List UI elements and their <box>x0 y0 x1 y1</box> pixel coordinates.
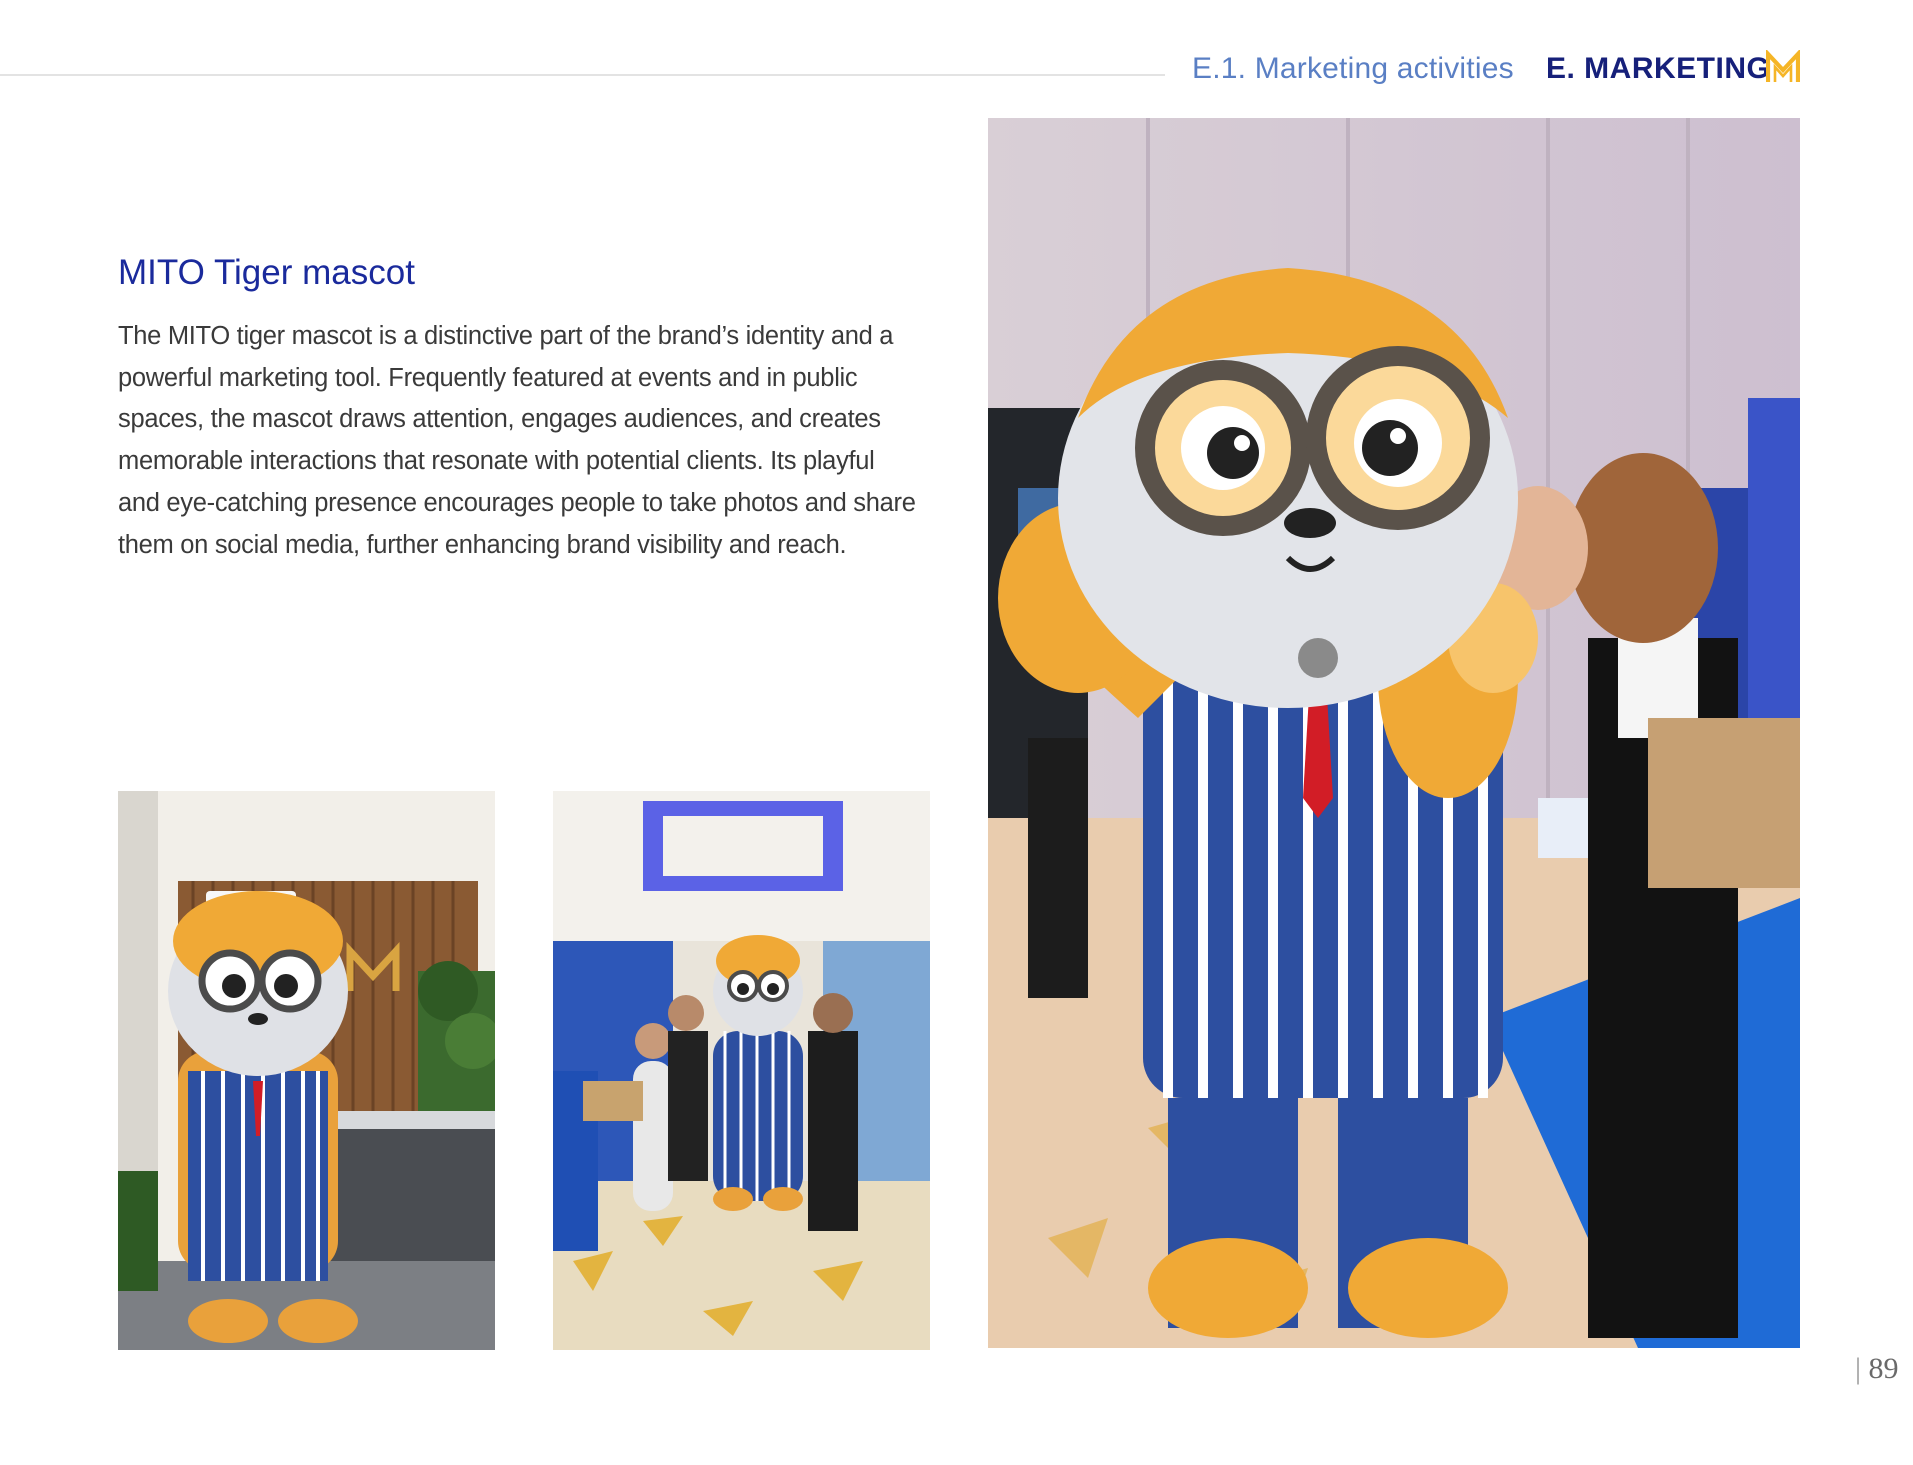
section-title: E. MARKETING <box>1546 52 1771 85</box>
mascot-event-group-photo <box>553 791 930 1350</box>
mito-m-logo-icon <box>1766 50 1800 84</box>
body-paragraph: The MITO tiger mascot is a distinctive part of the brand’s identity and a powerful marketing tool. Frequently featured at events and in public spaces, the mascot draws attention, engages audiences, and creates memorable interactions that resonate with potential clients. Its playful and eye-catching presence encourages people to take photos and share them on social media, further enhancing brand visibility and reach. <box>118 322 916 559</box>
page-number-separator: | <box>1855 1352 1862 1385</box>
header-divider <box>0 74 1165 76</box>
page-number <box>1855 1352 1899 1386</box>
page-number-value: 89 <box>1868 1352 1899 1385</box>
mascot-with-woman-photo <box>988 118 1800 1348</box>
subsection-title: E.1. Marketing activities <box>1192 52 1514 85</box>
mascot-office-photo <box>118 791 495 1350</box>
page-title: MITO Tiger mascot <box>118 253 415 292</box>
